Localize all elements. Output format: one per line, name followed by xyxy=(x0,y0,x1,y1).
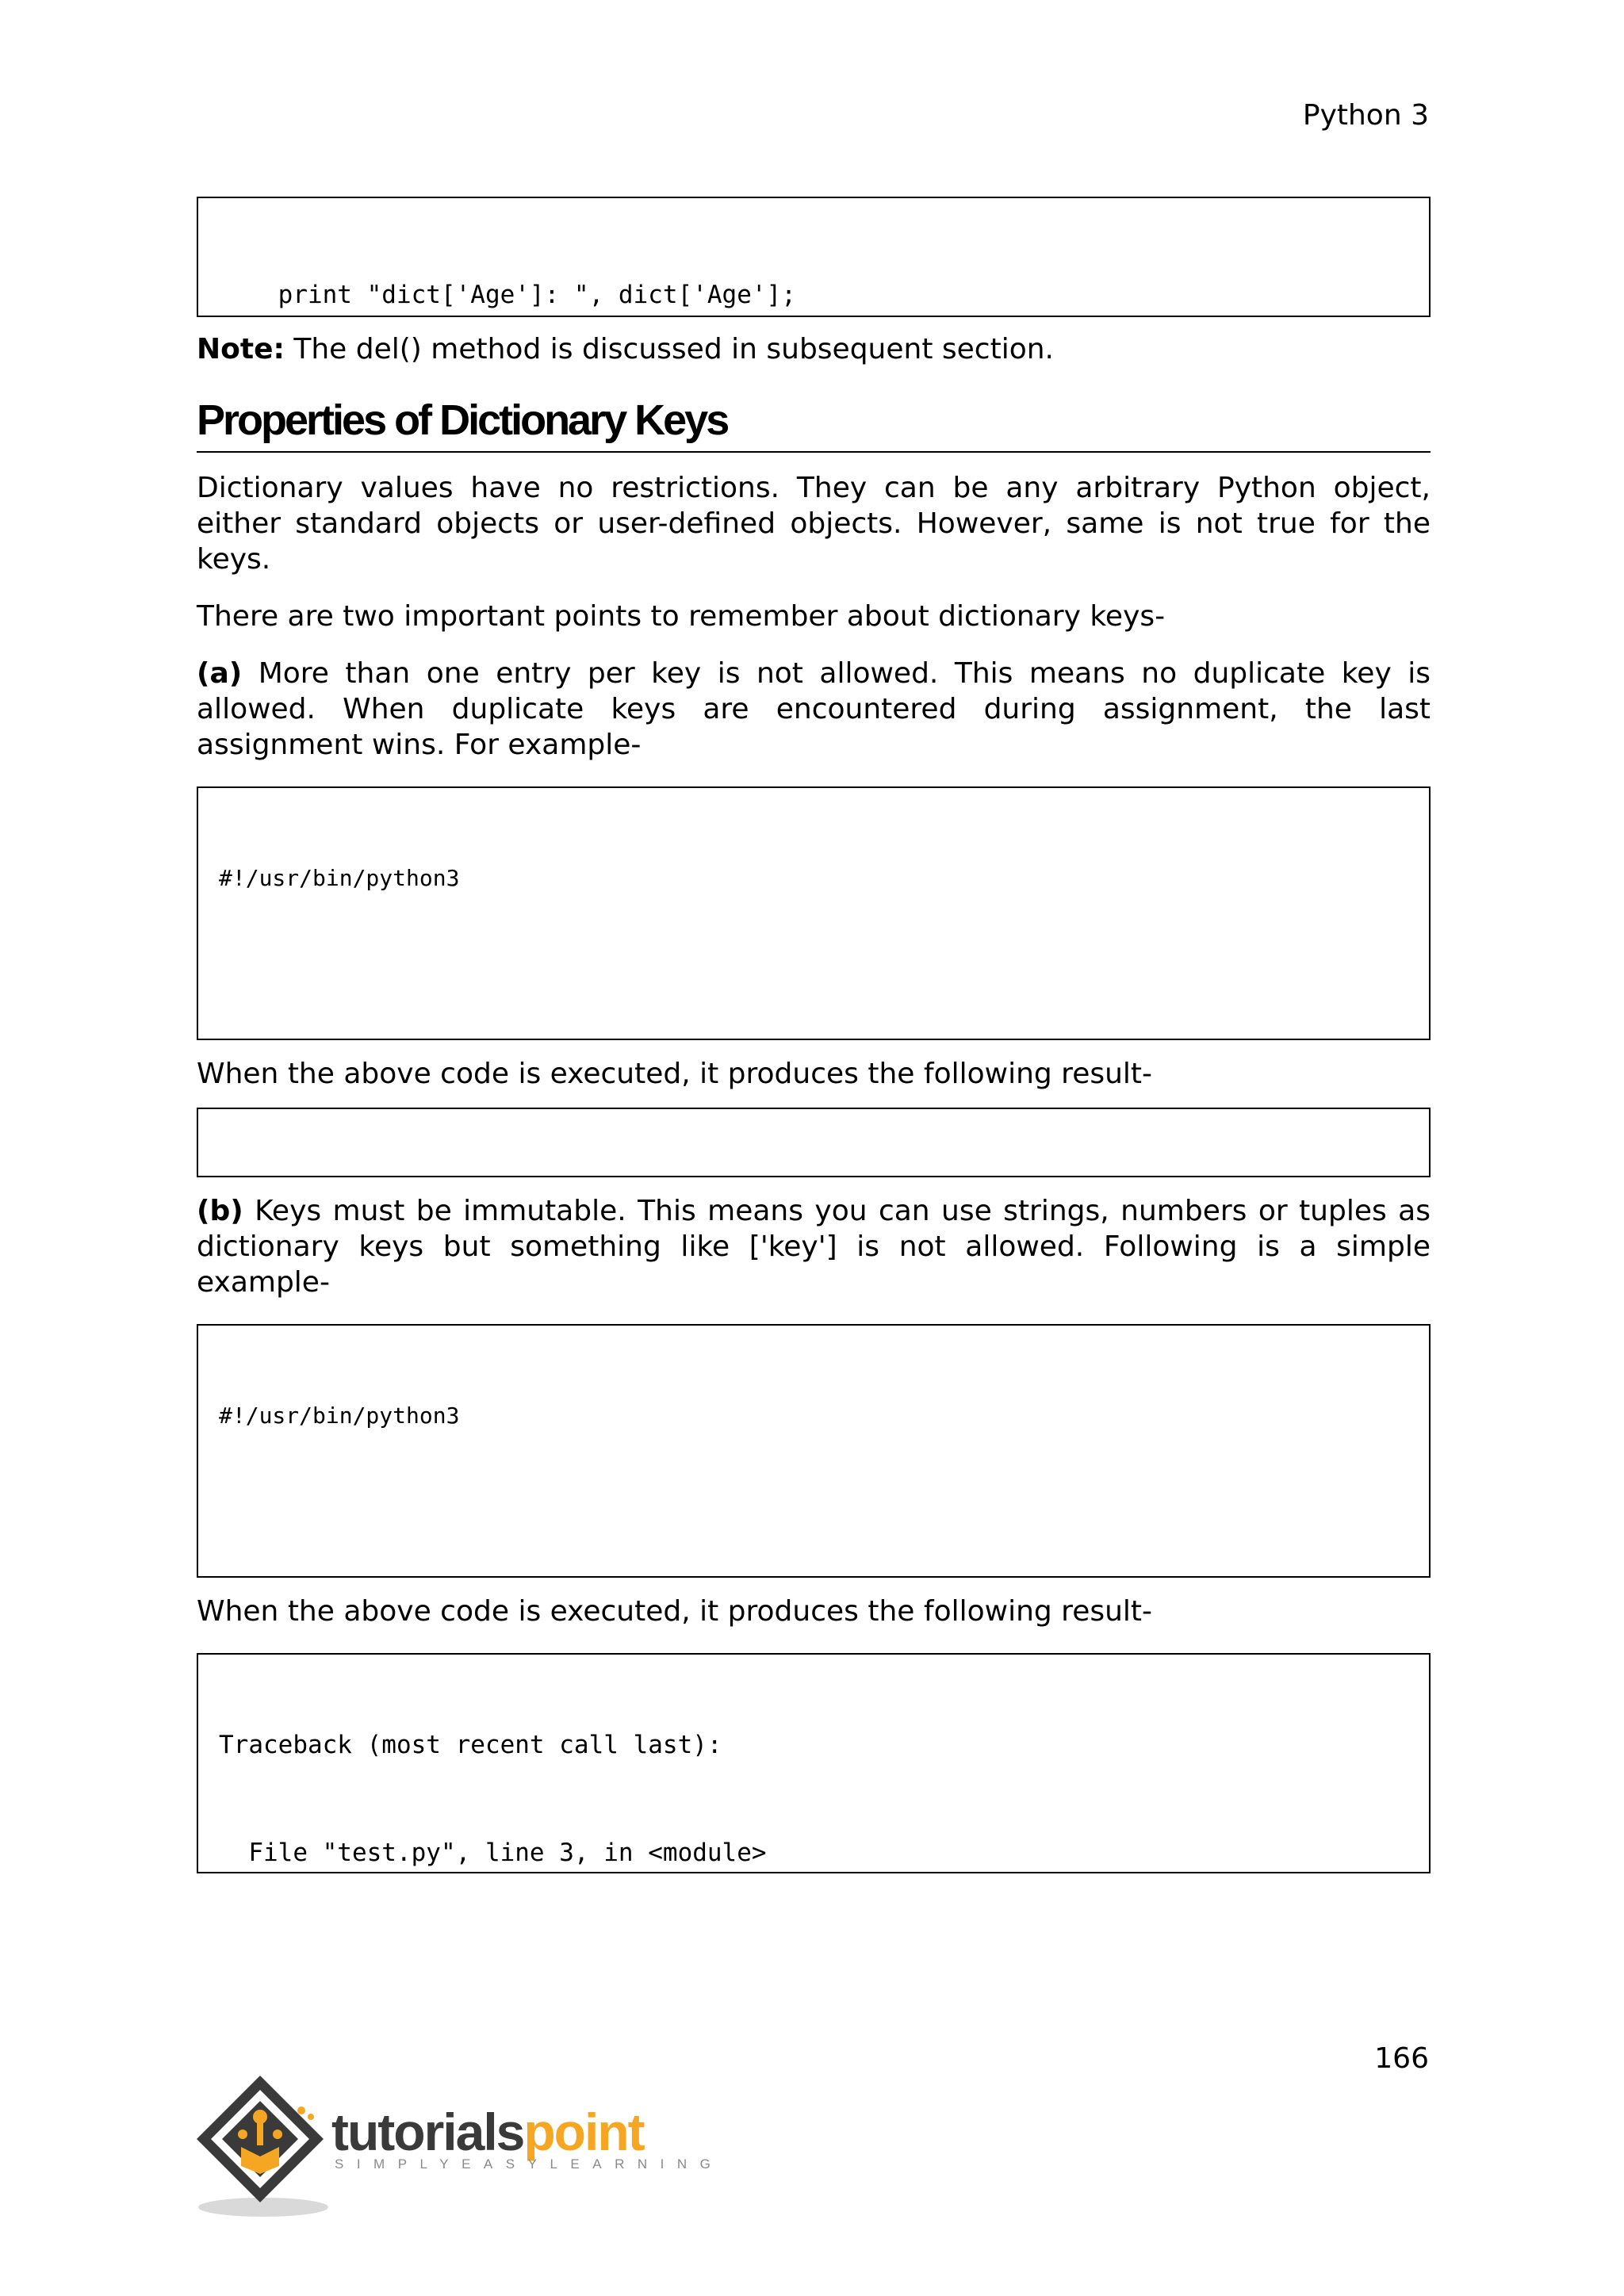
intro-paragraph-2: There are two important points to remember about dictionary keys- xyxy=(197,600,1166,633)
code-line xyxy=(219,1496,1408,1543)
code-line xyxy=(219,959,1408,1005)
page-header-title: Python 3 xyxy=(1302,99,1429,132)
code-line: #!/usr/bin/python3 xyxy=(219,1402,460,1429)
code-block-example-a xyxy=(197,786,1431,1040)
page-number: 166 xyxy=(1374,2042,1429,2075)
point-a-paragraph xyxy=(197,656,1431,763)
point-b-text: Keys must be immutable. This means you can use strings, numbers or tuples as dictionary keys but something like ['key'] is not allowed. Following is a simple example- xyxy=(197,1195,1431,1299)
section-heading: Properties of Dictionary Keys xyxy=(197,392,1431,453)
tutorialspoint-logo xyxy=(193,2071,724,2221)
code-line: Traceback (most recent call last): xyxy=(219,1731,722,1759)
point-b-paragraph xyxy=(197,1193,1431,1300)
code-block-example-b xyxy=(197,1324,1431,1578)
page-content xyxy=(197,197,1431,1873)
code-line: File "test.py", line 3, in <module> xyxy=(219,1839,767,1867)
code-block-error xyxy=(197,197,1431,317)
output-block-b xyxy=(197,1653,1431,1873)
logo-diamond-icon xyxy=(193,2071,344,2221)
code-line: print "dict['Age']: ", dict['Age']; xyxy=(219,281,796,309)
note-text: The del() method is discussed in subsequent section. xyxy=(284,333,1054,365)
logo-tagline: SIMPLYEASYLEARNING xyxy=(335,2156,724,2172)
result-intro-2: When the above code is executed, it produces the following result- xyxy=(197,1595,1153,1628)
note-label: Note: xyxy=(197,333,285,365)
note-paragraph xyxy=(197,331,1431,367)
output-block-a xyxy=(197,1108,1431,1177)
intro-paragraph-1: Dictionary values have no restrictions. They can be any arbitrary Python object, either standard objects or user-defined objects. However, same is not true for the keys. xyxy=(197,472,1431,576)
logo-wordmark: tutorialspoint xyxy=(331,2103,644,2161)
code-line xyxy=(219,1174,1408,1177)
code-line: #!/usr/bin/python3 xyxy=(219,865,460,891)
point-a-text: More than one entry per key is not allowed. This means no duplicate key is allowed. When duplicate keys are encountered during assignment, the last assignment wins. For example- xyxy=(197,657,1431,761)
result-intro-1: When the above code is executed, it produces the following result- xyxy=(197,1058,1153,1090)
point-a-label: (a) xyxy=(197,657,243,690)
point-b-label: (b) xyxy=(197,1195,243,1227)
